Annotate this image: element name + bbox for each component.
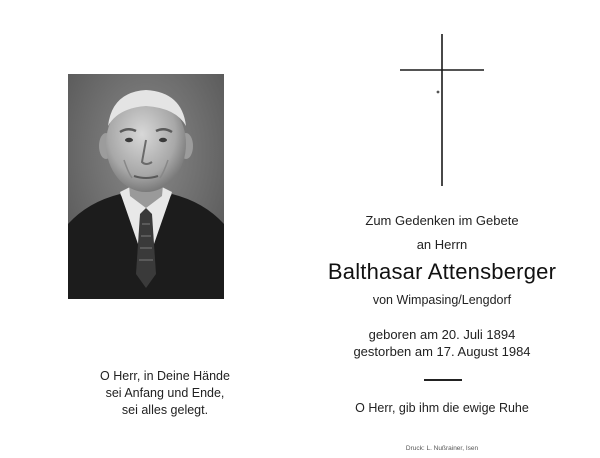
honorific: an Herrn [416, 237, 468, 252]
portrait-image [68, 74, 224, 299]
cross-icon [400, 34, 484, 186]
death-date: gestorben am 17. August 1984 [353, 344, 531, 359]
verse-line-1: O Herr, in Deine Hände [100, 369, 230, 383]
portrait-photo [68, 74, 224, 299]
verse-line-2: sei Anfang und Ende, [105, 386, 225, 400]
divider-line [424, 379, 462, 381]
verse-line-3: sei alles gelegt. [121, 403, 209, 417]
memory-line: Zum Gedenken im Gebete [365, 213, 519, 228]
prayer-line: O Herr, gib ihm die ewige Ruhe [355, 401, 529, 415]
origin-line: von Wimpasing/Lengdorf [372, 293, 512, 307]
printer-credit: Druck: L. Nußrainer, Isen [405, 445, 479, 452]
deceased-name: Balthasar Attensberger [327, 259, 557, 284]
left-verse [40, 368, 290, 419]
birth-date: geboren am 20. Juli 1894 [368, 327, 516, 342]
